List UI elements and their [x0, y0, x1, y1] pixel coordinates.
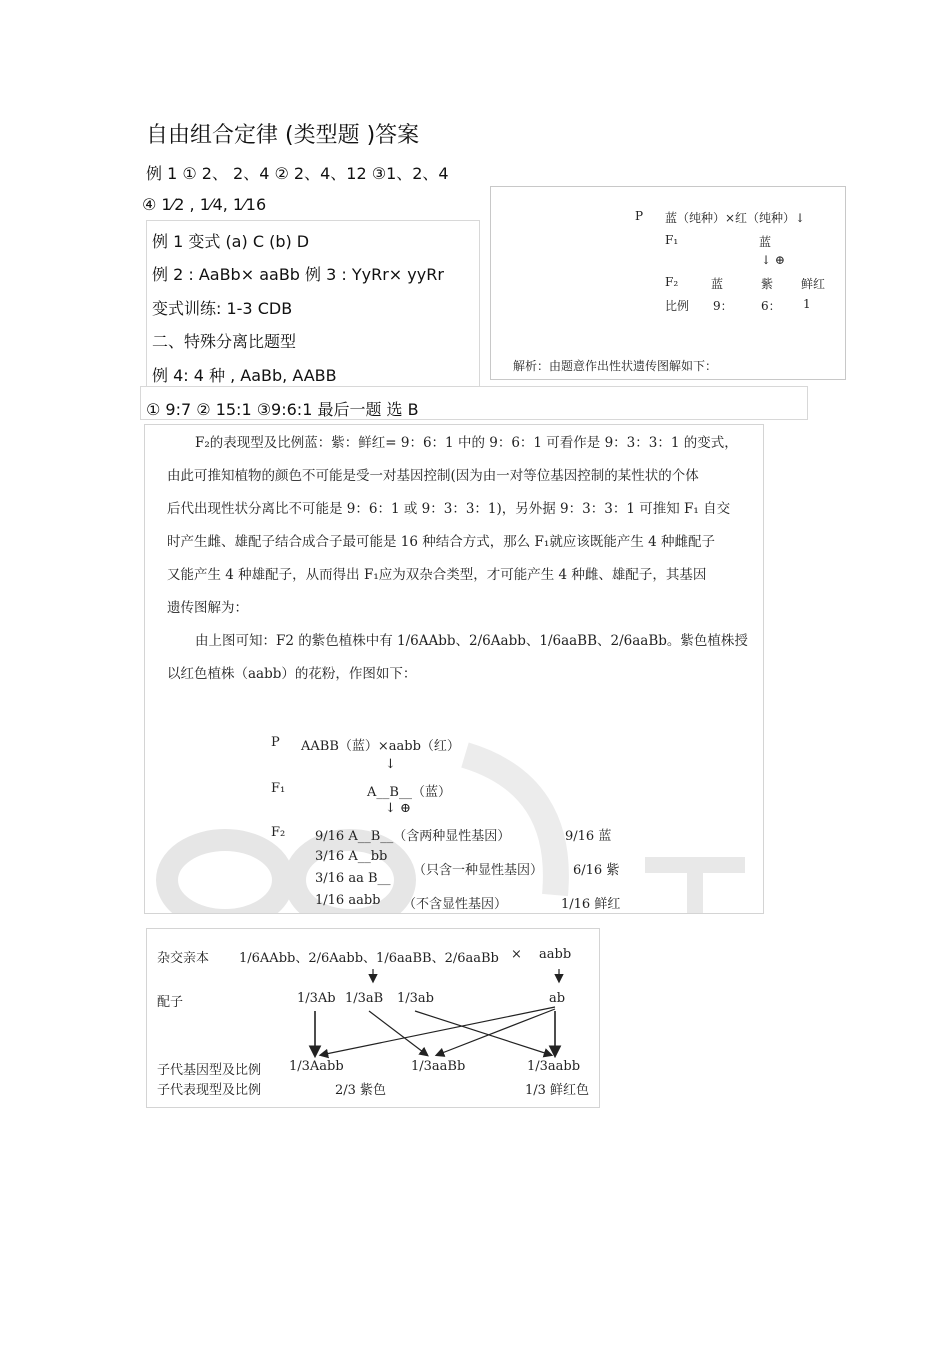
explanation-line: 又能产生 4 种雄配子，从而得出 F₁应为双杂合类型，才可能产生 4 种雌、雄配子，其基因: [167, 567, 707, 583]
answer-example-1-variant: 例 1 变式 (a) C (b) D: [152, 232, 310, 251]
diagram-f2-row3: 3/16 aa B__: [315, 871, 391, 886]
diagram-f2-ratio-red: 1/16 鲜红: [561, 897, 621, 912]
diagram-p-label: P: [271, 735, 280, 750]
gamete-ab-b: 1/3aB: [345, 991, 384, 1006]
offspring-aabb-1: 1/3Aabb: [289, 1059, 344, 1074]
diagram-f2-row2: 3/16 A__bb: [315, 849, 388, 864]
parents-label: 杂交亲本: [157, 951, 210, 966]
diagram-f2-note-one: （只含一种显性基因）: [413, 863, 544, 878]
explanation-paragraph: [167, 427, 748, 691]
gamete-ab-parent2: ab: [549, 991, 566, 1006]
fig1-analysis: 解析：由题意作出性状遗传图解如下：: [513, 359, 718, 373]
explanation-line: 由上图可知：F2 的紫色植株中有 1/6AAbb、2/6Aabb、1/6aaBB、2/6aaBb。紫色植株授: [195, 633, 748, 649]
answer-variant-training: 变式训练: 1-3 CDB: [152, 299, 293, 318]
offspring-aabb-2: 1/3aaBb: [411, 1059, 466, 1074]
parents-genotypes: 1/6AAbb、2/6Aabb、1/6aaBB、2/6aaBb: [239, 951, 499, 966]
figure-test-cross: [146, 928, 600, 1108]
diagram-f1-value: A__B__（蓝）: [367, 785, 451, 800]
answer-example-1-cont: ④ 1⁄2 , 1⁄4, 1⁄16: [142, 195, 267, 214]
diagram-f2-note-none: （不含显性基因）: [403, 897, 508, 912]
diagram-f2-row1: 9/16 A__B__（含两种显性基因）: [315, 829, 511, 844]
answer-example-2-3: 例 2 : AaBb× aaBb 例 3 : YyRr× yyRr: [152, 265, 444, 284]
cross-symbol: ×: [511, 947, 522, 962]
page-title: 自由组合定律 (类型题 )答案: [146, 123, 420, 148]
explanation-line: F₂的表现型及比例蓝：紫：鲜红= 9：6：1 中的 9：6：1 可看作是 9：3：3：1 的变式，: [195, 435, 738, 451]
fig1-parent-cross: 蓝（纯种）×红（纯种）↓: [665, 211, 806, 225]
fig1-p-label: P: [635, 209, 644, 223]
fig1-f2-label: F₂: [665, 275, 679, 289]
answer-example-4-cont: ① 9:7 ② 15:1 ③9:6:1 最后一题 选 B: [146, 400, 419, 419]
diagram-selfing-arrow: ↓ ⊕: [385, 801, 411, 816]
fig1-ratio-purple: 6：: [761, 299, 781, 313]
offspring-aabb-3: 1/3aabb: [527, 1059, 581, 1074]
diagram-f1-label: F₁: [271, 781, 286, 796]
fig1-selfing-arrow: ↓ ⊕: [761, 253, 785, 267]
explanation-line: 以红色植株（aabb）的花粉，作图如下：: [167, 666, 417, 682]
offspring-phenotype-label: 子代表现型及比例: [157, 1083, 262, 1098]
explanation-line: 由此可推知植物的颜色不可能是受一对基因控制(因为由一对等位基因控制的某性状的个体: [167, 468, 699, 484]
gamete-ab-upper: 1/3Ab: [297, 991, 336, 1006]
phenotype-purple: 2/3 紫色: [335, 1083, 387, 1098]
explanation-line: 时产生雌、雄配子结合成合子最可能是 16 种结合方式，那么 F₁就应该既能产生 4 种雌配子: [167, 534, 716, 550]
fig1-f1-value: 蓝: [759, 235, 772, 249]
fig1-f2-purple: 紫: [761, 277, 774, 291]
diagram-f2-ratio-purple: 6/16 紫: [573, 863, 620, 878]
offspring-genotype-label: 子代基因型及比例: [157, 1063, 262, 1078]
section-heading: 二、特殊分离比题型: [152, 332, 297, 351]
explanation-line: 遗传图解为：: [167, 600, 248, 616]
figure-explanation: [144, 424, 764, 914]
fig1-ratio-blue: 9：: [713, 299, 733, 313]
diagram-f2-label: F₂: [271, 825, 286, 840]
gamete-label: 配子: [157, 995, 184, 1010]
fig1-ratio-label: 比例: [665, 299, 690, 313]
diagram-f2-ratio-blue: 9/16 蓝: [565, 829, 612, 844]
fig1-ratio-red: 1: [803, 297, 811, 311]
fig1-f2-blue: 蓝: [711, 277, 724, 291]
phenotype-red: 1/3 鲜红色: [525, 1083, 590, 1098]
explanation-line: 后代出现性状分离比不可能是 9：6：1 或 9：3：3：1)，另外据 9：3：3：1 可推知 F₁ 自交: [167, 501, 731, 517]
answer-example-4: 例 4: 4 种 , AaBb, AABB: [152, 366, 337, 385]
fig1-f1-label: F₁: [665, 233, 679, 247]
fig1-f2-red: 鲜红: [801, 277, 826, 291]
diagram-arrow: ↓: [385, 757, 396, 772]
gamete-ab-lower: 1/3ab: [397, 991, 434, 1006]
figure-cross-blue-red: [490, 186, 846, 380]
diagram-parent-cross: AABB（蓝）×aabb（红）: [301, 739, 460, 754]
parent2-genotype: aabb: [539, 947, 572, 962]
diagram-f2-row4: 1/16 aabb: [315, 893, 381, 908]
answer-example-1: 例 1 ① 2、 2、4 ② 2、4、12 ③1、2、4: [146, 164, 449, 183]
